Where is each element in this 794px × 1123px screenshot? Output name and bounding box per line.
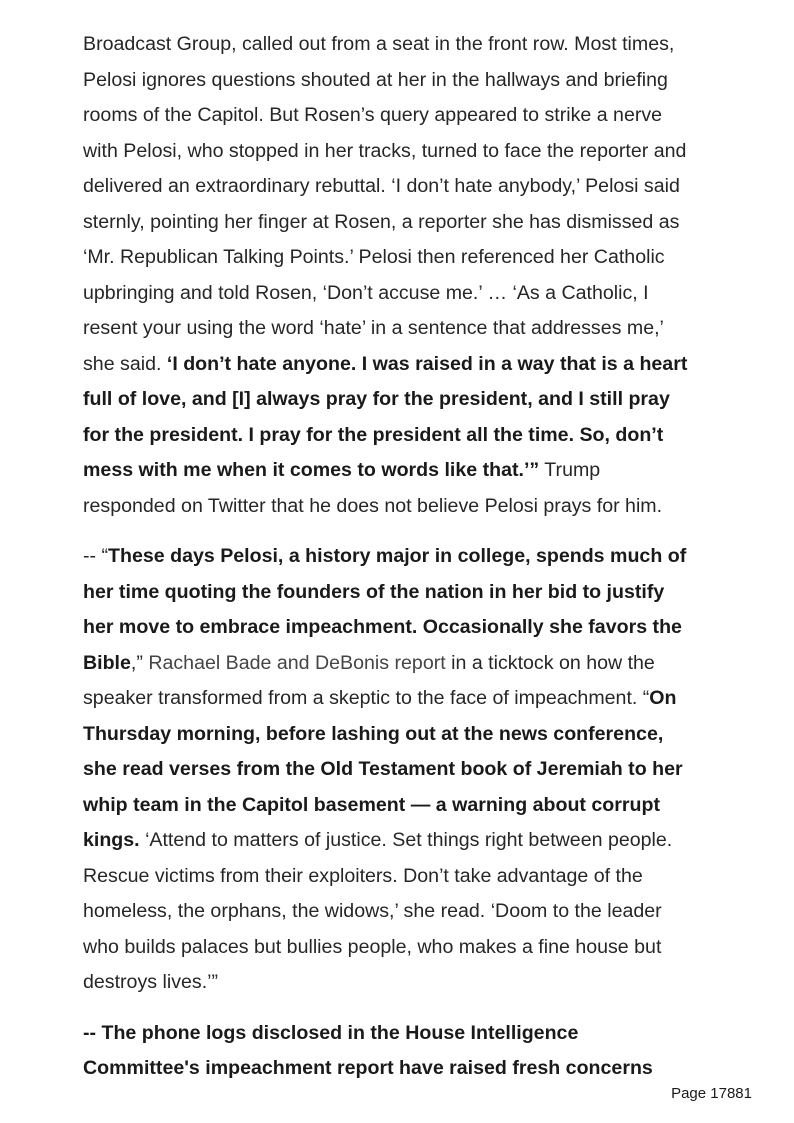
paragraph-3 <box>83 1016 723 1087</box>
text-run: ‘Mr. Republican Talking Points.’ Pelosi then referenced her Catholic <box>83 246 665 268</box>
text-run: destroys lives.’” <box>83 971 219 993</box>
text-line <box>83 610 723 646</box>
bold-quote: Bible <box>83 651 131 674</box>
bold-heading: -- The phone logs disclosed in the House Intelligence <box>83 1021 579 1044</box>
text-line <box>83 575 723 611</box>
bold-quote: whip team in the Capitol basement — a warning about corrupt <box>83 793 660 816</box>
text-run: Broadcast Group, called out from a seat in the front row. Most times, <box>83 33 675 55</box>
text-line <box>83 681 723 717</box>
text-line <box>83 347 723 383</box>
text-run: ‘Attend to matters of justice. Set things right between people. <box>139 829 673 851</box>
paragraph-2 <box>83 539 723 1001</box>
bold-quote: Thursday morning, before lashing out at the news conference, <box>83 722 664 745</box>
bold-quote: she read verses from the Old Testament book of Jeremiah to her <box>83 758 683 780</box>
text-line <box>83 134 723 170</box>
text-line <box>83 205 723 241</box>
text-run: -- “ <box>83 545 109 567</box>
text-line <box>83 823 723 859</box>
bold-quote: mess with me when it comes to words like that.’” <box>83 459 540 481</box>
text-run: ,” <box>130 651 149 674</box>
bold-quote: her time quoting the founders of the nation in her bid to justify <box>83 580 665 603</box>
text-run: delivered an extraordinary rebuttal. ‘I don’t hate anybody,’ Pelosi said <box>83 175 680 197</box>
text-line <box>83 788 723 824</box>
text-run: Rescue victims from their exploiters. Don’t take advantage of the <box>83 864 643 887</box>
text-run: Pelosi ignores questions shouted at her in the hallways and briefing <box>83 68 668 91</box>
text-line <box>83 965 723 1001</box>
bold-quote: kings. <box>83 829 140 851</box>
text-run: speaker transformed from a skeptic to the face of impeachment. “ <box>83 687 650 709</box>
text-line <box>83 98 723 134</box>
text-run: who builds palaces but bullies people, who makes a fine house but <box>83 935 662 958</box>
page-number: Page 17881 <box>667 1085 752 1103</box>
bold-quote: for the president. I pray for the president all the time. So, don’t <box>83 423 664 446</box>
text-run: upbringing and told Rosen, ‘Don’t accuse me.’ … ‘As a Catholic, I <box>83 281 649 304</box>
text-line <box>83 453 723 489</box>
text-line <box>83 752 723 788</box>
text-line <box>83 63 723 99</box>
text-run: resent your using the word ‘hate’ in a sentence that addresses me,’ <box>83 317 664 339</box>
bold-quote: On <box>649 687 677 709</box>
text-line <box>83 930 723 966</box>
text-line <box>83 859 723 895</box>
bold-quote: full of love, and [I] always pray for the president, and I still pray <box>83 388 670 410</box>
bold-quote: her move to embrace impeachment. Occasionally she favors the <box>83 616 682 638</box>
text-line <box>83 169 723 205</box>
text-run: she said. <box>83 352 167 375</box>
bold-quote: These days Pelosi, a history major in college, spends much of <box>108 545 687 567</box>
text-line <box>83 646 723 682</box>
text-run: in a ticktock on how the <box>445 651 655 674</box>
text-run: homeless, the orphans, the widows,’ she read. ‘Doom to the leader <box>83 900 662 922</box>
text-run: with Pelosi, who stopped in her tracks, turned to face the reporter and <box>83 139 687 162</box>
text-line <box>83 27 723 63</box>
text-line <box>83 311 723 347</box>
text-line <box>83 894 723 930</box>
text-line <box>83 240 723 276</box>
paragraph-1 <box>83 27 723 524</box>
text-run: responded on Twitter that he does not believe Pelosi prays for him. <box>83 494 663 517</box>
text-line <box>83 717 723 753</box>
text-line <box>83 276 723 312</box>
text-line <box>83 382 723 418</box>
article-body <box>83 27 723 1090</box>
text-line <box>83 1051 723 1087</box>
report-link[interactable]: Rachael Bade and DeBonis report <box>148 651 446 674</box>
text-line <box>83 489 723 525</box>
text-line <box>83 539 723 575</box>
text-run: rooms of the Capitol. But Rosen’s query appeared to strike a nerve <box>83 104 663 126</box>
text-run: Trump <box>539 459 601 481</box>
text-run: sternly, pointing her finger at Rosen, a reporter she has dismissed as <box>83 210 680 233</box>
text-line <box>83 418 723 454</box>
bold-heading: Committee's impeachment report have raised fresh concerns <box>83 1057 653 1079</box>
bold-quote: ‘I don’t hate anyone. I was raised in a way that is a heart <box>166 352 688 375</box>
text-line <box>83 1016 723 1052</box>
